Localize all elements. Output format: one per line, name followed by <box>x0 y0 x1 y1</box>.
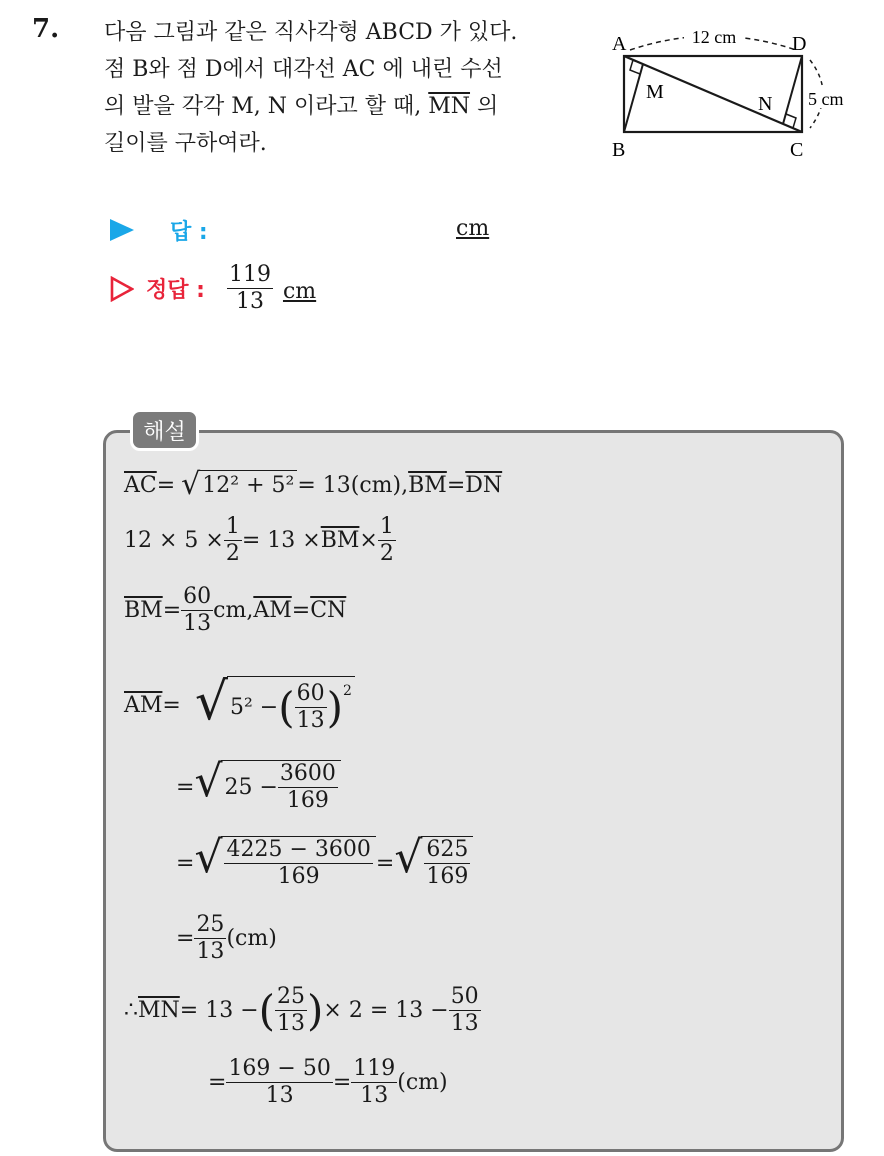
solution-line-4: $\overline{AM}$ = √ 5² − ( $\frac{60}{13}$ ) $^2$ <box>124 676 355 734</box>
vertex-d-label: D <box>792 33 807 55</box>
answer-unit: cm <box>456 216 490 241</box>
question-line-2: 점 B와 점 D에서 대각선 AC 에 내린 수선 <box>104 57 503 82</box>
correct-answer-unit: cm <box>282 279 317 304</box>
solution-line-1: $\overline{AC}$ = √ 12² + 5² = 13(cm), $\overline{BM}$ = $\overline{DN}$ <box>124 467 503 502</box>
solution-tab: 해설 <box>130 409 199 451</box>
question-number: 7. <box>32 14 60 44</box>
solution-line-7: = $\frac{25}{13}$ (cm) <box>176 912 277 964</box>
point-m-label: M <box>646 81 664 103</box>
side-length-label: 5 cm <box>808 89 844 109</box>
correct-answer-label: 정답 : <box>146 278 205 303</box>
solution-line-5: = √ 25 − $\frac{3600}{169}$ <box>176 760 341 814</box>
solution-line-9: = $\frac{169 - 50}{13}$ = $\frac{119}{13}$ (cm) <box>208 1056 448 1108</box>
rectangle-figure <box>600 26 870 166</box>
point-n-label: N <box>758 93 773 115</box>
solution-line-6: = √ $\frac{4225 - 3600}{169}$ = √ $\frac{625}{169}$ <box>176 836 473 890</box>
correct-answer-fraction: $\frac{119}{13}$ <box>228 262 271 314</box>
solution-line-3: $\overline{BM}$ = $\frac{60}{13}$ cm, $\overline{AM}$ = $\overline{CN}$ <box>124 584 347 636</box>
question-text <box>104 14 584 162</box>
vertex-a-label: A <box>612 33 627 55</box>
vertex-c-label: C <box>790 139 804 161</box>
question-line-3: 의 발을 각각 M, N 이라고 할 때, $\overline{MN}$ 의 <box>104 94 499 119</box>
top-length-label: 12 cm <box>691 27 737 47</box>
answer-row <box>110 210 208 250</box>
question-line-4: 길이를 구하여라. <box>104 131 267 156</box>
outline-arrow-icon <box>110 276 134 302</box>
solution-line-2: 12 × 5 × $\frac{1}{2}$ = 13 × $\overline{BM}$ × $\frac{1}{2}$ <box>124 514 394 566</box>
segment-mn: $\overline{MN}$ <box>428 94 471 119</box>
play-arrow-icon <box>110 219 134 241</box>
answer-label: 답 : <box>170 219 208 245</box>
vertex-b-label: B <box>612 139 626 161</box>
question-line-1: 다음 그림과 같은 직사각형 ABCD 가 있다. <box>104 20 518 45</box>
correct-answer-row <box>110 262 316 315</box>
solution-line-8: ∴ $\overline{MN}$ = 13 − ( $\frac{25}{13}$ ) × 2 = 13 − $\frac{50}{13}$ <box>124 984 479 1036</box>
